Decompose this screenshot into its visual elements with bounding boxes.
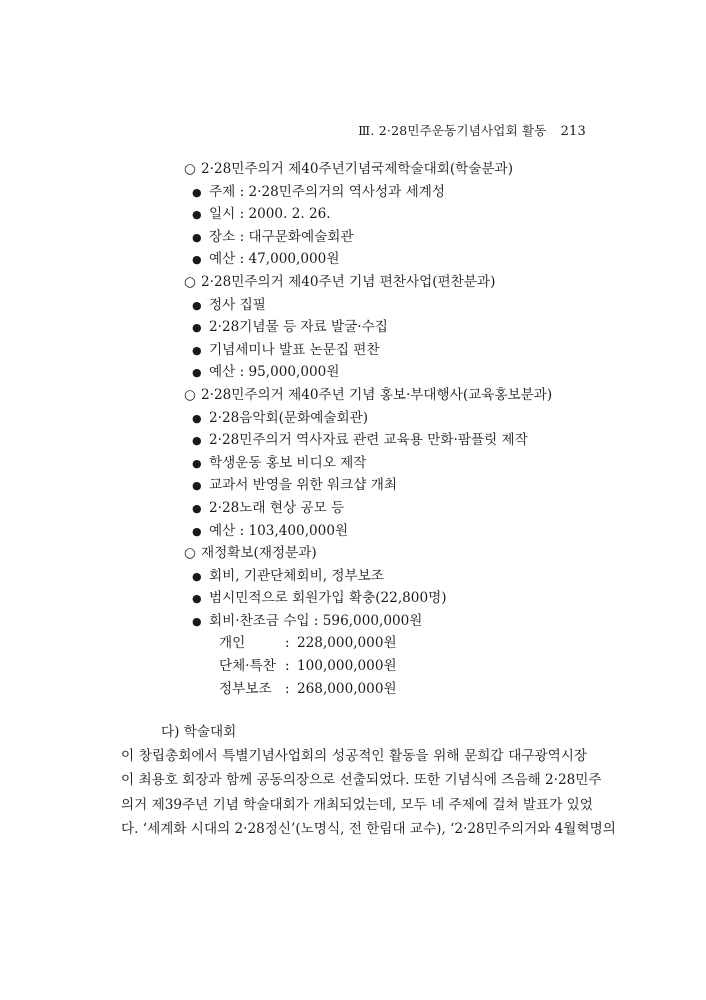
section-title: ○ 2·28민주의거 제40주년 기념 편찬사업(편찬분과) [0,271,706,294]
dot-bullet-icon: ● [192,434,202,448]
dot-bullet-icon: ● [192,321,202,335]
breakdown-amount: 100,000,000원 [297,658,397,675]
dot-bullet-icon: ● [192,366,202,380]
list-item: ● 교과서 반영을 위한 워크샵 개최 [0,474,706,497]
list-item: ● 범시민적으로 회원가입 확충(22,800명) [0,587,706,610]
list-item: ● 주제 : 2·28민주의거의 역사성과 세계성 [0,181,706,204]
circle-bullet-icon: ○ [184,273,196,290]
list-item: ● 일시 : 2000. 2. 26. [0,203,706,226]
running-title: Ⅲ. 2·28민주운동기념사업회 활동 [358,123,547,138]
section-title: ○ 2·28민주의거 제40주년기념국제학술대회(학술분과) [0,158,706,181]
section-title: ○ 재정확보(재정분과) [0,542,706,565]
list-item: ● 2·28기념물 등 자료 발굴·수집 [0,316,706,339]
list-item: ● 학생운동 홍보 비디오 제작 [0,452,706,475]
page-body [0,158,706,841]
paragraph-line: 의거 제39주년 기념 학술대회가 개최되었는데, 모두 네 주제에 걸쳐 발표가 있었 [121,796,593,813]
breakdown-amount: 228,000,000원 [297,635,397,652]
subsection-heading: 다) 학술대회 [161,724,237,741]
dot-bullet-icon: ● [192,208,202,222]
dot-bullet-icon: ● [192,569,202,583]
running-header [358,121,586,139]
dot-bullet-icon: ● [192,524,202,538]
breakdown-row: 개인 : 228,000,000원 [0,632,706,655]
body-paragraph [121,744,616,841]
breakdown-label: 정부보조 [219,680,272,697]
list-item: ● 기념세미나 발표 논문집 편찬 [0,339,706,362]
section-title: ○ 2·28민주의거 제40주년 기념 홍보·부대행사(교육홍보분과) [0,384,706,407]
list-item: ● 예산 : 103,400,000원 [0,520,706,543]
dot-bullet-icon: ● [192,479,202,493]
list-item: ● 장소 : 대구문화예술회관 [0,226,706,249]
dot-bullet-icon: ● [192,501,202,515]
breakdown-row: 단체·특찬 : 100,000,000원 [0,655,706,678]
circle-bullet-icon: ○ [184,161,196,177]
page-number: 213 [560,124,586,139]
list-item: ● 회비·찬조금 수입 : 596,000,000원 [0,610,706,633]
spacer [0,700,706,720]
breakdown-amount: 268,000,000원 [297,680,397,697]
dot-bullet-icon: ● [192,614,202,628]
paragraph-line: 이 최용호 회장과 함께 공동의장으로 선출되었다. 또한 기념식에 즈음해 2·28민주 [121,772,602,789]
dot-bullet-icon: ● [192,230,202,244]
dot-bullet-icon: ● [192,253,202,267]
dot-bullet-icon: ● [192,592,202,606]
list-item: ● 정사 집필 [0,294,706,317]
paragraph-line: 다. ‘세계화 시대의 2·28정신’(노명식, 전 한림대 교수), ‘2·28민주의거와 4월혁명의 [121,820,616,837]
dot-bullet-icon: ● [192,411,202,425]
circle-bullet-icon: ○ [184,545,196,562]
circle-bullet-icon: ○ [184,386,196,403]
list-item: ● 회비, 기관단체회비, 정부보조 [0,565,706,588]
dot-bullet-icon: ● [192,185,202,199]
paragraph-line: 이 창립총회에서 특별기념사업회의 성공적인 활동을 위해 문희갑 대구광역시장 [121,748,587,765]
list-item: ● 2·28민주의거 역사자료 관련 교육용 만화·팜플릿 제작 [0,429,706,452]
list-item: ● 예산 : 95,000,000원 [0,361,706,384]
dot-bullet-icon: ● [192,343,202,357]
dot-bullet-icon: ● [192,298,202,312]
list-item: ● 2·28노래 현상 공모 등 [0,497,706,520]
breakdown-label: 단체·특찬 [219,658,276,675]
list-item: ● 2·28음악회(문화예술회관) [0,407,706,430]
breakdown-label: 개인 [219,635,246,652]
dot-bullet-icon: ● [192,456,202,470]
list-item: ● 예산 : 47,000,000원 [0,248,706,271]
breakdown-row: 정부보조 : 268,000,000원 [0,678,706,701]
